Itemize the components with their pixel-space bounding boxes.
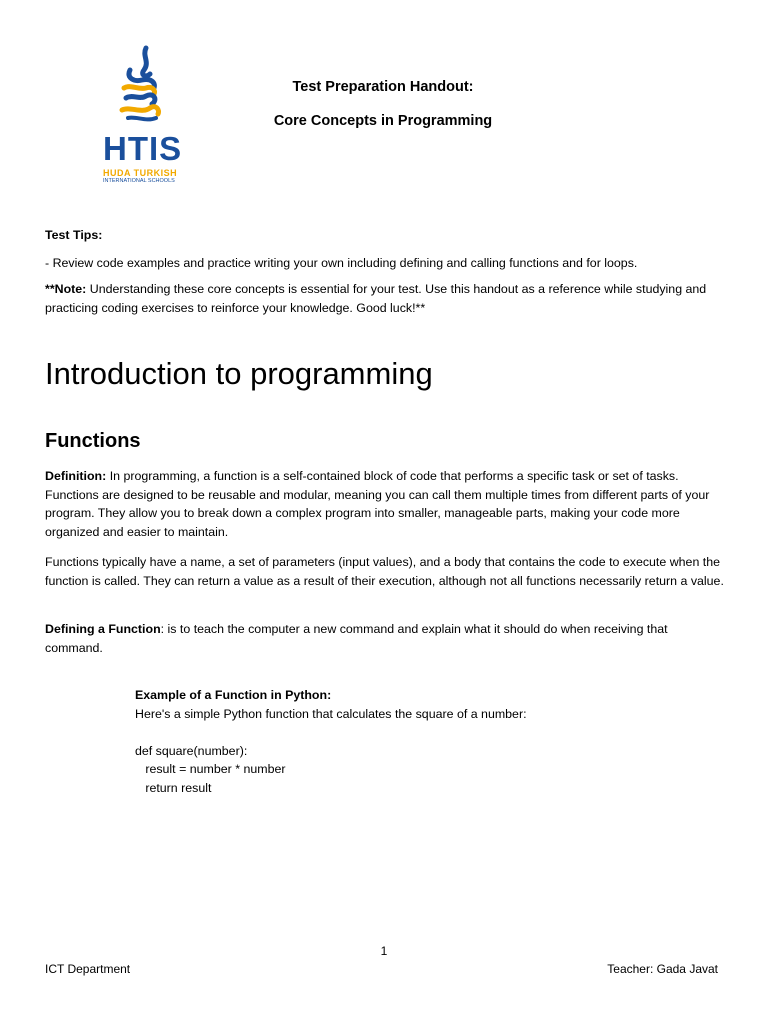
footer-teacher: Teacher: Gada Javat (607, 962, 718, 976)
page-number: 1 (380, 944, 388, 958)
code-line: return result (135, 780, 212, 795)
definition-label: Definition: (45, 469, 107, 483)
defining-label: Defining a Function (45, 622, 161, 636)
logo-school-subtitle: INTERNATIONAL SCHOOLS (103, 178, 175, 184)
example-title: Example of a Function in Python: (135, 688, 332, 702)
defining-function-paragraph (45, 620, 725, 657)
note-paragraph (45, 280, 725, 317)
definition-paragraph (45, 467, 725, 541)
handout-title: Test Preparation Handout: (292, 79, 474, 95)
subsection-heading: Functions (45, 430, 141, 452)
htis-logo (98, 44, 198, 186)
code-line: def square(number): (135, 743, 248, 758)
note-text: Understanding these core concepts is essential for your test. Use this handout as a reference while studying and practicing coding exercises to reinforce your knowledge. Good luck!** (45, 282, 707, 315)
logo-school-name: HUDA TURKISH (103, 168, 178, 178)
handout-subtitle: Core Concepts in Programming (273, 113, 493, 129)
definition-text: In programming, a function is a self-contained block of code that performs a specific task or set of tasks. Functions are designed to be reusable and modular, meaning you can call them multiple times from different parts of your program. They allow you to break down a complex program into smaller, manageable parts, making your code more organized and easier to maintain. (45, 469, 710, 539)
functions-paragraph: Functions typically have a name, a set of parameters (input values), and a body that contains the code to execute when the function is called. They can return a value as a result of their execution, although not all functions necessarily return a value. (45, 555, 724, 588)
note-label: **Note: (45, 282, 87, 296)
test-tips-label: Test Tips: (45, 228, 103, 242)
example-block (135, 686, 695, 797)
calligraphy-emblem-icon (116, 44, 166, 128)
test-tip-item: - Review code examples and practice writing your own including defining and calling functions and for loops. (45, 256, 638, 270)
example-intro: Here's a simple Python function that calculates the square of a number: (135, 706, 527, 721)
spacer (135, 723, 695, 742)
footer-department: ICT Department (45, 962, 131, 976)
logo-brand: HTIS (103, 130, 183, 167)
code-line: result = number * number (135, 762, 286, 776)
section-heading: Introduction to programming (45, 356, 433, 391)
defining-text: : is to teach the computer a new command and explain what it should do when receiving that command. (45, 622, 668, 655)
